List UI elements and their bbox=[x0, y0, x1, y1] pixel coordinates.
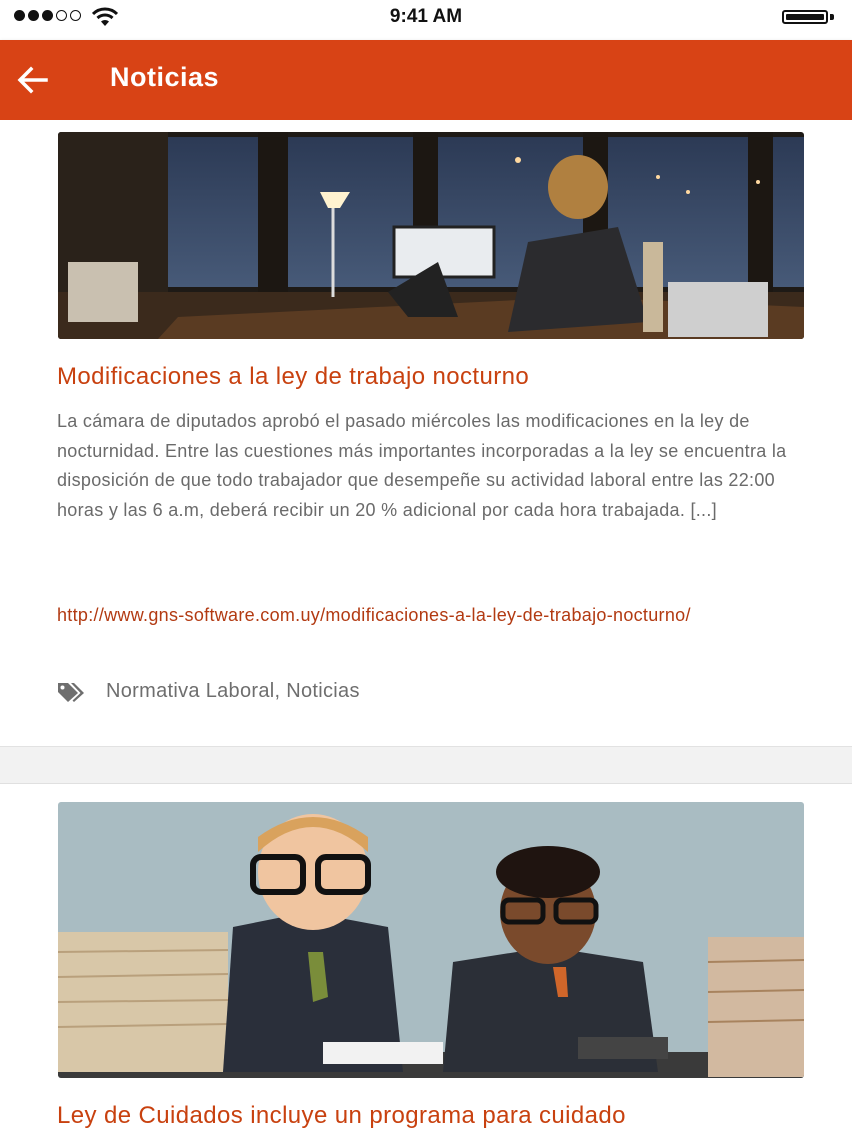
tags-list[interactable]: Normativa Laboral, Noticias bbox=[106, 680, 360, 702]
article-excerpt: La cámara de diputados aprobó el pasado miércoles las modificaciones en la ley de nocturnidad. Entre las cuestiones más importantes incorporadas a la ley se encuentra la disposición de que todo trabajador que desempeñe su actividad laboral entre las 22:00 horas y las 6 a.m, deberá recibir un 20 % adicional por cada hora trabajada. [...] bbox=[57, 411, 787, 520]
article-image[interactable] bbox=[58, 802, 804, 1078]
article-card[interactable] bbox=[0, 120, 852, 747]
article-image[interactable] bbox=[58, 132, 804, 339]
article-card[interactable] bbox=[0, 783, 852, 1137]
article-link[interactable]: http://www.gns-software.com.uy/modificaciones-a-la-ley-de-trabajo-nocturno/ bbox=[57, 605, 691, 625]
battery-icon bbox=[782, 10, 828, 24]
battery-tip bbox=[830, 14, 834, 20]
status-time: 9:41 AM bbox=[389, 6, 463, 27]
app-bar bbox=[0, 40, 852, 120]
article-title[interactable]: Modificaciones a la ley de trabajo nocturno bbox=[57, 363, 530, 390]
back-arrow-icon[interactable] bbox=[14, 62, 50, 98]
article-title[interactable]: Ley de Cuidados incluye un programa para cuidado bbox=[57, 1102, 626, 1129]
article-tags bbox=[56, 680, 360, 703]
status-bar bbox=[0, 0, 852, 40]
page-title: Noticias bbox=[110, 62, 220, 92]
tags-icon bbox=[56, 681, 86, 703]
